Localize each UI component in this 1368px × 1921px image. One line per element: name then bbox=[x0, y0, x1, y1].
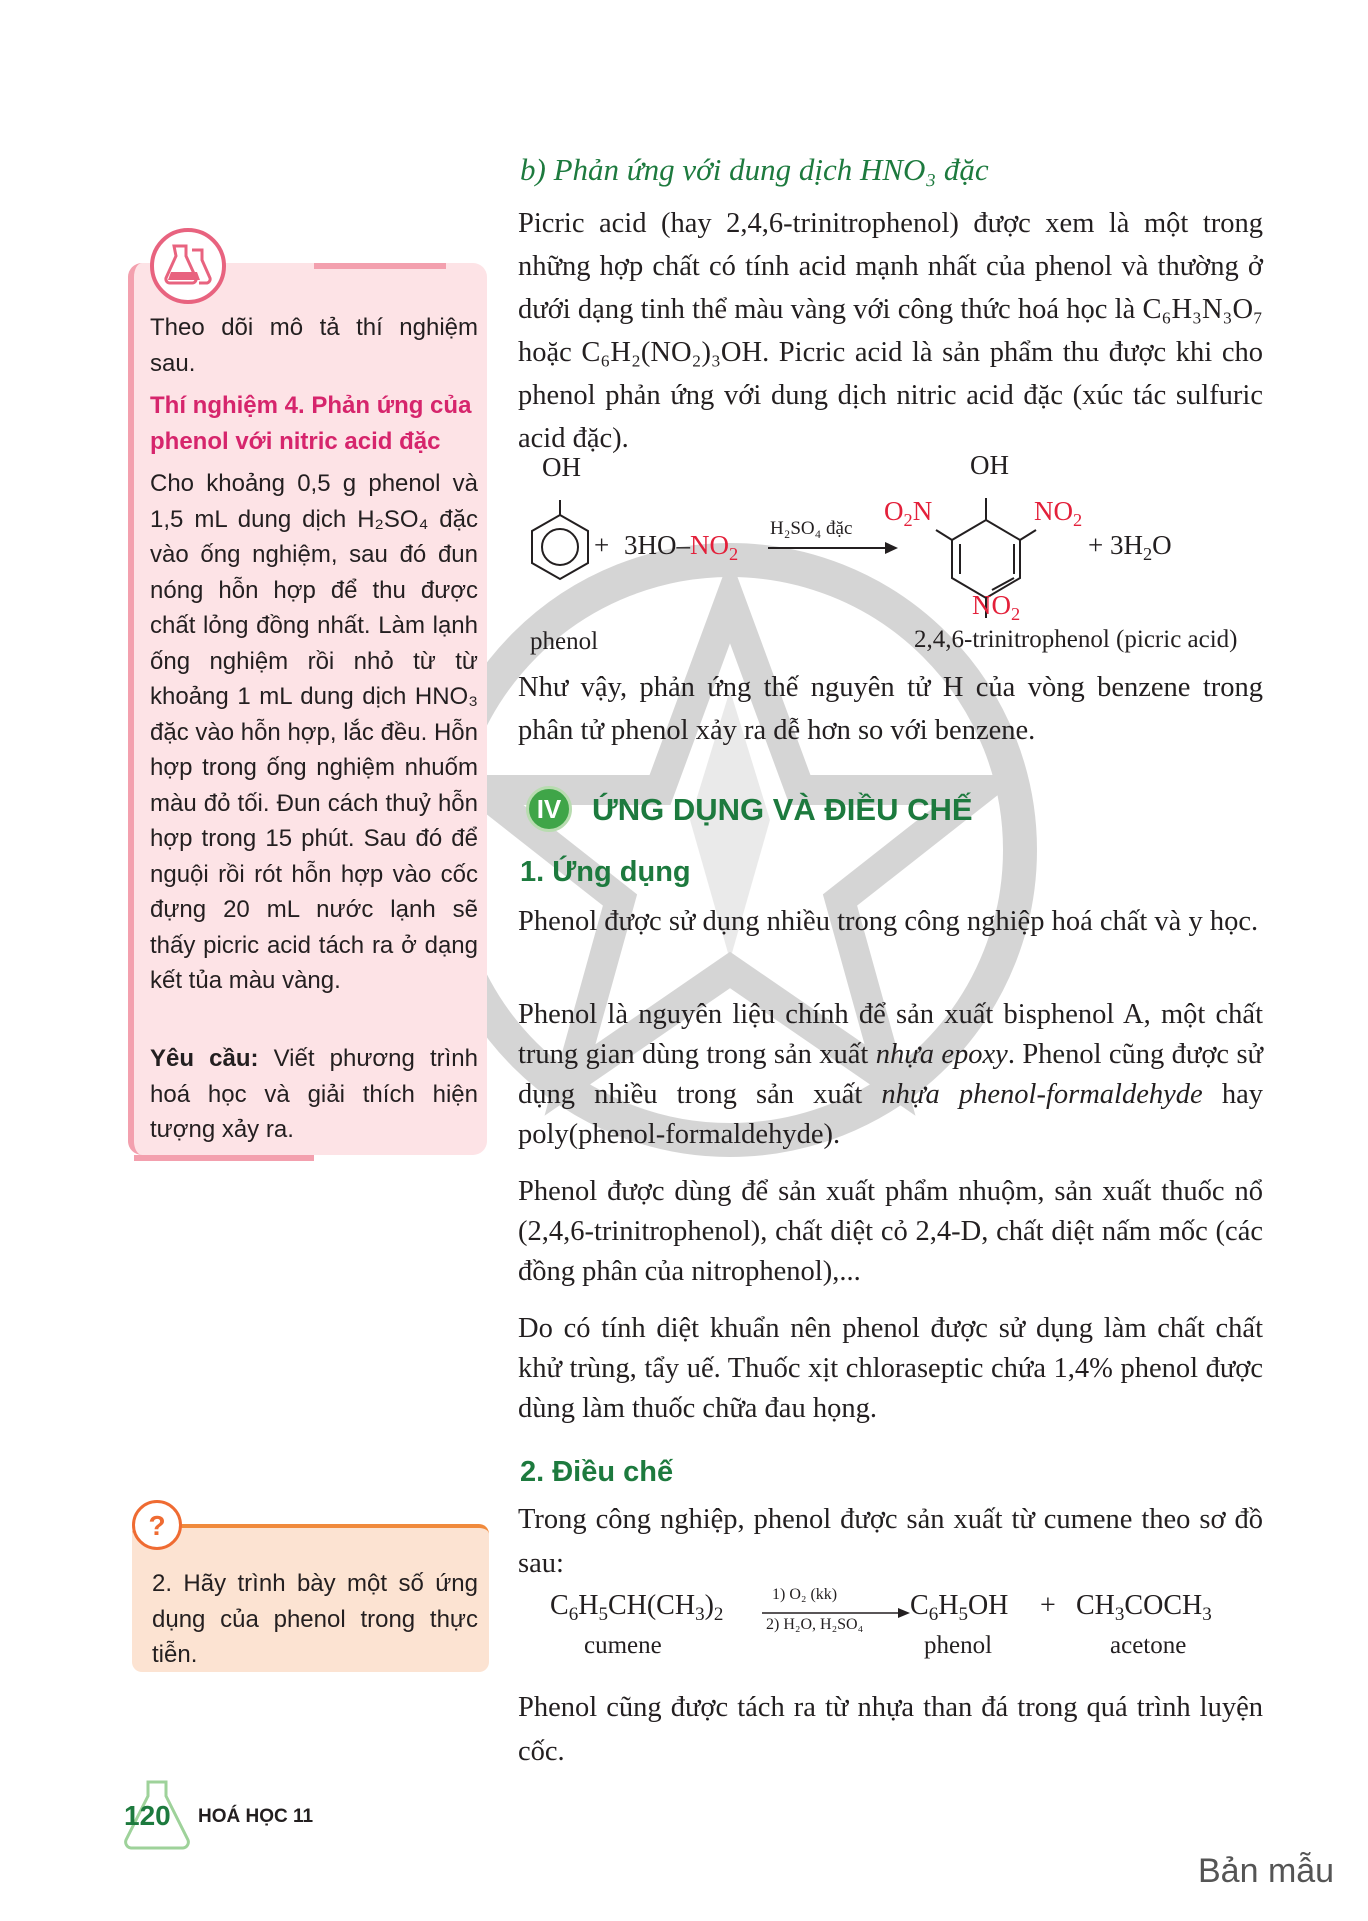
no2-bottom: $NO_2$ bbox=[972, 590, 1021, 624]
paragraph-use-2: Phenol là nguyên liệu chính để sản xuất bisphenol A, một chất trung gian dùng trong sản xuất nhựa epoxy. Phenol cũng được sử dụng nhiều trong sản xuất nhựa phenol-formaldehyde hay poly(phenol-formaldehyde). bbox=[518, 999, 1263, 1150]
oh-right: OH bbox=[970, 450, 1009, 480]
section-b-title: b) Phản ứng với dung dịch HNO₃ đặc bbox=[520, 152, 989, 187]
subsection-1-title: 1. Ứng dụng bbox=[520, 856, 691, 888]
reaction-nitration bbox=[520, 450, 1280, 630]
svg-text:?: ? bbox=[148, 1510, 166, 1541]
label-cumene: cumene bbox=[584, 1632, 662, 1659]
reaction-step-2: 2) H₂O, H₂SO₄ bbox=[766, 1616, 864, 1633]
paragraph-picric: Picric acid (hay 2,4,6-trinitrophenol) được xem là một trong những hợp chất có tính acid mạnh nhất của phenol và thường ở dưới dạng tinh thể màu vàng với công thức hoá học là C₆H₃N₃O₇ hoặc C₆H₂(NO₂)₃OH. Picric acid là sản phẩm thu được khi cho phenol phản ứng với dung dịch nitric acid đặc (xúc tác sulfuric acid đặc). bbox=[518, 208, 1263, 454]
paragraph-use-3: Phenol được dùng để sản xuất phẩm nhuộm, sản xuất thuốc nổ (2,4,6-trinitrophenol), chất diệt cỏ 2,4-D, chất diệt nấm mốc (các đồng phân của nitrophenol),... bbox=[518, 1176, 1263, 1287]
label-picric: 2,4,6-trinitrophenol (picric acid) bbox=[914, 626, 1238, 653]
oh-left: OH bbox=[542, 452, 581, 482]
section-iv-title: ỨNG DỤNG VÀ ĐIỀU CHẾ bbox=[592, 792, 973, 827]
no2-right: $NO_2$ bbox=[1034, 496, 1083, 530]
reagent-hno3: $3HO-NO_2$ bbox=[624, 530, 739, 564]
o2n-group: $O_2N$ bbox=[884, 496, 933, 530]
paragraph-use-1: Phenol được sử dụng nhiều trong công nghiệp hoá chất và y học. bbox=[518, 906, 1259, 937]
plus-sign-2: + bbox=[1040, 1590, 1056, 1621]
page-footer bbox=[120, 1776, 320, 1856]
paragraph-conclusion: Như vậy, phản ứng thế nguyên tử H của vòng benzene trong phân tử phenol xảy ra dễ hơn so với benzene. bbox=[518, 672, 1263, 746]
experiment-title: Thí nghiệm 4. Phản ứng của phenol với nitric acid đặc bbox=[150, 392, 472, 455]
book-title: HOÁ HỌC 11 bbox=[198, 1806, 314, 1827]
reaction-cumene bbox=[550, 1586, 1270, 1680]
experiment-body: Cho khoảng 0,5 g phenol và 1,5 mL dung dịch H₂SO₄ đặc vào ống nghiệm, sau đó đun nóng hỗn hợp để thu được chất lỏng đồng nhất. Làm lạnh ống nghiệm rồi nhỏ từ từ khoảng 1 mL dung dịch HNO₃ đặc vào hỗn hợp, lắc đều. Hỗn hợp trong ống nghiệm nhuốm màu đỏ tối. Đun cách thuỷ hỗn hợp trong 15 phút. Sau đó để nguội rồi rót hỗn hợp vào cốc đựng 20 mL nước lạnh sẽ thấy picric acid tách ra ở dạng kết tủa màu vàng. bbox=[150, 470, 478, 994]
requirement-label: Yêu cầu: bbox=[150, 1045, 259, 1072]
question-text: 2. Hãy trình bày một số ứng dụng của phenol trong thực tiễn. bbox=[152, 1570, 478, 1668]
subsection-2-title: 2. Điều chế bbox=[520, 1456, 674, 1488]
paragraph-prep: Trong công nghiệp, phenol được sản xuất từ cumene theo sơ đồ sau: bbox=[518, 1504, 1263, 1579]
requirement-text: Viết phương trình hoá học và giải thích hiện tượng xảy ra. bbox=[150, 1045, 478, 1143]
reaction-step-1: 1) O₂ (kk) bbox=[772, 1586, 838, 1603]
use2-epoxy: nhựa epoxy bbox=[875, 1039, 1008, 1070]
cumene-formula: $C_6H_5CH(CH_3)_2$ bbox=[550, 1590, 724, 1626]
label-phenol-2: phenol bbox=[924, 1632, 993, 1659]
paragraph-coal: Phenol cũng được tách ra từ nhựa than đá trong quá trình luyện cốc. bbox=[518, 1692, 1263, 1767]
use2-pf-resin: nhựa phenol-formaldehyde bbox=[881, 1079, 1203, 1110]
question-icon bbox=[132, 1500, 182, 1550]
water-product: + $3H_2O$ bbox=[1088, 530, 1172, 564]
label-acetone: acetone bbox=[1110, 1632, 1187, 1659]
label-phenol: phenol bbox=[530, 628, 599, 655]
paragraph-use-4: Do có tính diệt khuẩn nên phenol được sử dụng làm chất chất khử trùng, tẩy uế. Thuốc xịt chloraseptic chứa 1,4% phenol được dùng làm thuốc chữa đau họng. bbox=[518, 1313, 1263, 1424]
experiment-intro: Theo dõi mô tả thí nghiệm sau. bbox=[150, 314, 478, 377]
acetone-formula: $CH_3COCH_3$ bbox=[1076, 1590, 1212, 1626]
section-iv-badge: IV bbox=[526, 786, 572, 832]
use2-part1: Phenol là nguyên liệu chính để sản xuất bisphenol A, một chất trung gian dùng trong sản xuất bbox=[518, 999, 1263, 1070]
flask-icon bbox=[150, 228, 226, 304]
catalyst-label: H₂SO₄ đặc bbox=[770, 518, 853, 539]
sample-label: Bản mẫu bbox=[1198, 1852, 1335, 1890]
experiment-requirement bbox=[150, 1041, 478, 1148]
plus-sign-1: + bbox=[594, 530, 610, 560]
phenol-formula: $C_6H_5OH$ bbox=[910, 1590, 1009, 1626]
page-number: 120 bbox=[124, 1800, 171, 1831]
